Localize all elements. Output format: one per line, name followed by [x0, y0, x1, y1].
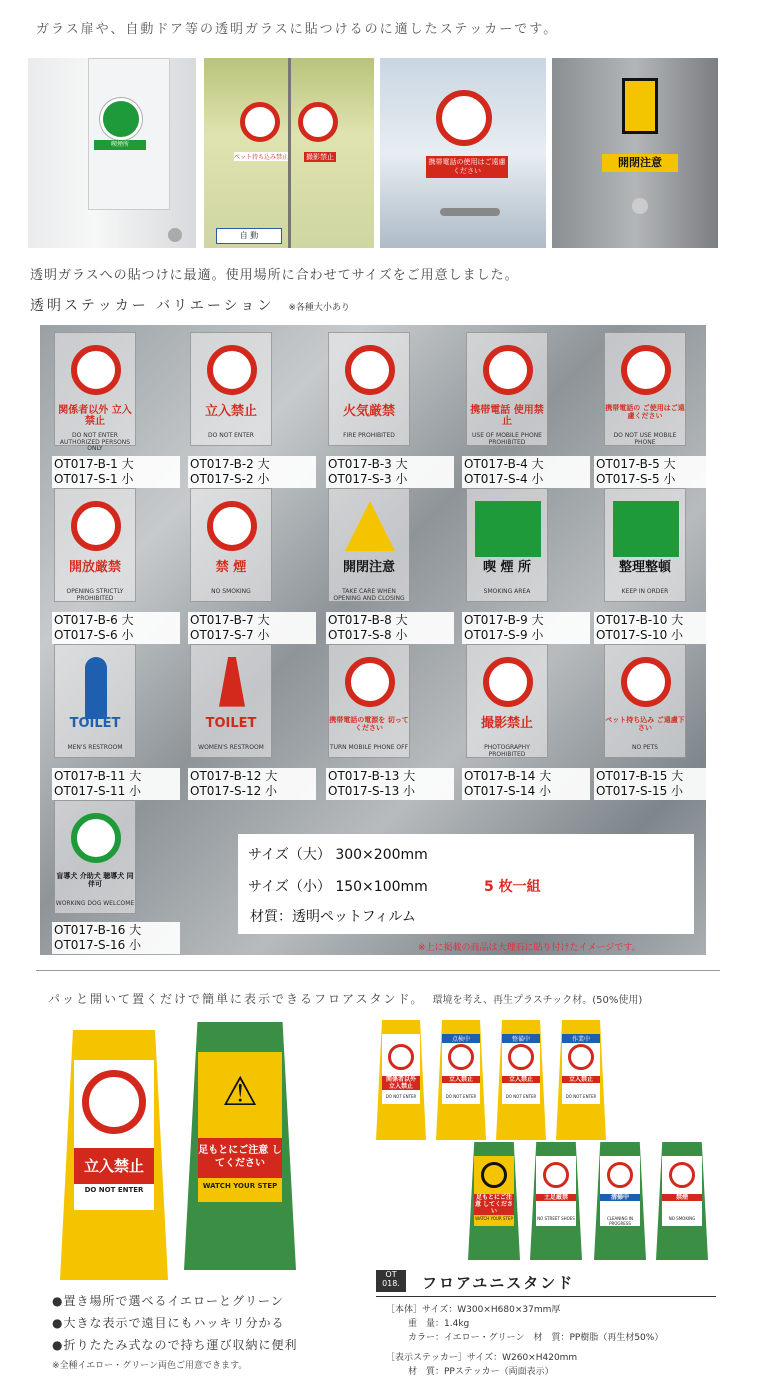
sticker-jp-label: 整理整頓 — [618, 560, 671, 575]
sticker-en-label: OPENING STRICTLY PROHIBITED — [66, 588, 124, 602]
sticker-card — [54, 488, 136, 602]
material: 材質：透明ペットフィルム — [250, 909, 416, 925]
sticker-card — [54, 644, 136, 758]
mini-stand-icon — [481, 1162, 507, 1188]
sticker-jp-label: 携帯電話 使用禁止 — [470, 405, 544, 427]
photo-glass-door — [204, 58, 374, 248]
variation-note: ※各種大小あり — [288, 303, 350, 313]
no-entry-icon — [568, 1044, 594, 1070]
sticker-codes — [594, 768, 722, 800]
sticker-codes — [52, 456, 180, 488]
sticker-en-label: MEN'S RESTROOM — [67, 744, 123, 751]
mini-stand-yellow — [556, 1020, 606, 1140]
sticker-en-label: PHOTOGRAPHY PROHIBITED — [484, 744, 530, 758]
sticker-codes — [462, 456, 590, 488]
photo-label: 携帯電話の使用はご遠慮ください — [426, 156, 508, 178]
variation-title: 透明ステッカー バリエーション ※各種大小あり — [30, 298, 350, 314]
sticker-en-label: SMOKING AREA — [483, 588, 531, 595]
intro-text: ガラス扉や、自動ドア等の透明ガラスに貼つけるのに適したステッカーです。 — [36, 22, 559, 37]
caution-door-icon — [622, 78, 658, 134]
sticker-card — [190, 332, 272, 446]
photo-label-left: ペット持ち込み禁止 — [234, 154, 289, 161]
sub-text: 透明ガラスへの貼つけに最適。使用場所に合わせてサイズをご用意しました。 — [30, 268, 519, 283]
product-code: OT 018. — [376, 1270, 406, 1292]
code-small: OT017-S-12 小 — [190, 784, 278, 798]
mini-stand-green — [656, 1142, 708, 1260]
sticker-card — [328, 488, 410, 602]
code-small: OT017-S-8 小 — [328, 628, 408, 642]
mini-stand-jp: 足もとにご注意 してください — [474, 1194, 514, 1215]
code-large: OT017-B-3 大 — [328, 457, 408, 471]
mini-stand-jp: 清掃中 — [600, 1194, 640, 1201]
sticker-en-label: DO NOT ENTER — [208, 432, 254, 439]
sticker-codes — [188, 612, 316, 644]
stand-green-en: WATCH YOUR STEP — [202, 1182, 278, 1190]
no-entry-icon — [71, 345, 121, 395]
sticker-en-label: KEEP IN ORDER — [621, 588, 669, 595]
mini-stand-jp: 立入禁止 — [442, 1076, 480, 1083]
sticker-card — [54, 800, 136, 914]
mini-stand-yellow — [376, 1020, 426, 1140]
code-small: OT017-S-2 小 — [190, 472, 270, 486]
sticker-card — [466, 332, 548, 446]
no-entry-icon — [388, 1044, 414, 1070]
bullet-2: ●大きな表示で遠目にもハッキリ分かる — [52, 1316, 285, 1330]
no-pets-icon — [240, 102, 280, 142]
women-toilet-icon — [219, 657, 245, 719]
no-phone-icon — [436, 90, 492, 146]
sticker-codes — [462, 612, 590, 644]
sticker-card — [604, 644, 686, 758]
mini-stand-en: WATCH YOUR STEP — [475, 1216, 513, 1221]
mini-stand-jp: 立入禁止 — [562, 1076, 600, 1083]
no-open-door-icon — [71, 501, 121, 551]
photo-label: 開閉注意 — [602, 154, 678, 172]
code-small: OT017-S-7 小 — [190, 628, 270, 642]
sticker-jp-label: TOILET — [205, 716, 257, 731]
sticker-en-label: NO SMOKING — [211, 588, 251, 595]
mini-stand-icon — [669, 1162, 695, 1188]
sticker-en-label: NO PETS — [631, 744, 658, 751]
code-large: OT017-B-13 大 — [328, 769, 416, 783]
mini-stand-jp: 立入禁止 — [502, 1076, 540, 1083]
no-smoking-icon — [207, 501, 257, 551]
bullet-1: ●置き場所で選べるイエローとグリーン — [52, 1294, 284, 1308]
mini-stand-yellow — [436, 1020, 486, 1140]
code-small: OT017-S-11 小 — [54, 784, 142, 798]
sticker-jp-label: 禁 煙 — [215, 560, 247, 575]
mini-stand-green — [594, 1142, 646, 1260]
smoking-area-icon — [100, 98, 142, 140]
sticker-jp-label: 立入禁止 — [204, 404, 257, 419]
sticker-codes — [326, 768, 454, 800]
sticker-jp-label: 火気厳禁 — [342, 404, 395, 419]
sticker-en-label: WOMEN'S RESTROOM — [198, 744, 264, 751]
mini-stand-en: CLEANING IN PROGRESS — [607, 1216, 633, 1226]
no-camera-icon — [483, 657, 533, 707]
sticker-codes — [594, 612, 722, 644]
sticker-jp-label: 関係者以外 立入禁止 — [58, 405, 132, 427]
sticker-codes — [52, 768, 180, 800]
photo-door-caution — [552, 58, 718, 248]
photo-label-right: 撮影禁止 — [306, 153, 334, 161]
no-phone-icon — [621, 345, 671, 395]
sticker-card — [466, 488, 548, 602]
stand-yellow-en: DO NOT ENTER — [84, 1186, 144, 1194]
no-entry-icon — [82, 1070, 146, 1134]
no-entry-icon — [207, 345, 257, 395]
slip-caution-icon: ⚠ — [222, 1069, 258, 1115]
no-fire-icon — [345, 345, 395, 395]
sticker-codes — [188, 456, 316, 488]
working-dog-icon — [71, 813, 121, 863]
sticker-jp-label: 携帯電話の ご使用はご遠慮ください — [605, 404, 685, 420]
spec-line: ［本体］サイズ：W300×H680×37mm厚 — [386, 1305, 561, 1315]
code-small: OT017-S-3 小 — [328, 472, 408, 486]
sticker-codes — [326, 456, 454, 488]
marble-note: ※上に掲載の商品は大理石に貼り付けたイメージです。 — [418, 943, 641, 953]
sticker-jp-label: 携帯電話の電源を 切ってください — [329, 716, 409, 732]
sticker-jp-label: 喫 煙 所 — [482, 560, 532, 575]
sticker-codes — [326, 612, 454, 644]
no-phone-icon — [483, 345, 533, 395]
size-small: サイズ（小） 150×100mm — [248, 879, 428, 895]
mini-stand-top: 作業中 — [562, 1034, 600, 1043]
mini-stand-jp: 関係者以外 立入禁止 — [382, 1076, 420, 1090]
no-phone-icon — [345, 657, 395, 707]
code-large: OT017-B-12 大 — [190, 769, 278, 783]
code-large: OT017-B-9 大 — [464, 613, 544, 627]
code-large: OT017-B-15 大 — [596, 769, 684, 783]
automatic-door-label: 自 動 — [216, 228, 282, 244]
code-small: OT017-S-16 小 — [54, 938, 142, 952]
mini-stand-yellow — [496, 1020, 546, 1140]
sticker-en-label: DO NOT ENTER AUTHORIZED PERSONS ONLY — [59, 432, 131, 453]
spec-box — [238, 834, 694, 934]
sticker-card — [328, 644, 410, 758]
code-large: OT017-B-11 大 — [54, 769, 142, 783]
sticker-codes — [188, 768, 316, 800]
product-name: フロアユニスタンド — [422, 1274, 575, 1292]
sticker-codes — [52, 612, 180, 644]
sticker-codes — [594, 456, 722, 488]
keep-in-order-icon — [613, 501, 679, 557]
code-small: OT017-S-4 小 — [464, 472, 544, 486]
code-large: OT017-B-8 大 — [328, 613, 408, 627]
no-camera-icon — [298, 102, 338, 142]
mini-stand-en: NO STREET SHOES — [537, 1216, 575, 1221]
sticker-jp-label: 撮影禁止 — [480, 716, 533, 731]
sticker-card — [604, 332, 686, 446]
code-large: OT017-B-14 大 — [464, 769, 552, 783]
sticker-card — [54, 332, 136, 453]
floor-stand-green — [184, 1022, 296, 1270]
mini-stand-jp: 禁煙 — [662, 1194, 702, 1201]
no-entry-icon — [448, 1044, 474, 1070]
spec-line: カラー：イエロー・グリーン 材 質：PP樹脂（再生材50%） — [408, 1333, 664, 1343]
sticker-en-label: FIRE PROHIBITED — [343, 432, 395, 439]
sticker-card — [604, 488, 686, 602]
sticker-en-label: TURN MOBILE PHONE OFF — [329, 744, 409, 751]
mini-stand-en: DO NOT ENTER — [505, 1094, 537, 1099]
mini-stand-top: 整備中 — [502, 1034, 540, 1043]
stand-green-jp: 足もとにご注意 してください — [198, 1138, 282, 1178]
code-large: OT017-B-7 大 — [190, 613, 270, 627]
floor-eco: 環境を考え、再生プラスチック材。(50%使用) — [432, 995, 643, 1006]
sticker-codes — [52, 922, 180, 954]
code-small: OT017-S-1 小 — [54, 472, 134, 486]
sticker-jp-label: ペット持ち込み ご遠慮下さい — [605, 716, 685, 732]
no-pets-icon — [621, 657, 671, 707]
size-large: サイズ（大） 300×200mm — [248, 847, 428, 863]
caution-door-icon — [345, 501, 395, 551]
sticker-jp-label: 開放厳禁 — [68, 560, 121, 575]
sticker-en-label: USE OF MOBILE PHONE PROHIBITED — [472, 432, 542, 446]
sticker-en-label: WORKING DOG WELCOME — [55, 900, 135, 907]
mini-stand-en: DO NOT ENTER — [385, 1094, 417, 1099]
code-large: OT017-B-4 大 — [464, 457, 544, 471]
divider — [36, 970, 720, 971]
sticker-en-label: TAKE CARE WHEN OPENING AND CLOSING — [333, 588, 405, 602]
no-entry-icon — [508, 1044, 534, 1070]
mini-stand-green — [468, 1142, 520, 1260]
photo-label: 喫煙所 — [94, 140, 146, 150]
sticker-jp-label: TOILET — [69, 716, 121, 731]
photo-smoking-area — [28, 58, 196, 248]
code-small: OT017-S-14 小 — [464, 784, 552, 798]
stand-yellow-jp: 立入禁止 — [74, 1148, 154, 1184]
color-note: ※全種イエロー・グリーン両色ご用意できます。 — [52, 1361, 248, 1371]
mini-stand-top: 点検中 — [442, 1034, 480, 1043]
mini-stand-green — [530, 1142, 582, 1260]
floor-intro: パッと開いて置くだけで簡単に表示できるフロアスタンド。 環境を考え、再生プラスチック材。(50%使用) — [48, 992, 643, 1006]
code-large: OT017-B-1 大 — [54, 457, 134, 471]
sticker-card — [466, 644, 548, 758]
men-toilet-icon — [85, 657, 107, 719]
code-small: OT017-S-10 小 — [596, 628, 684, 642]
mini-stand-icon — [607, 1162, 633, 1188]
code-small: OT017-S-13 小 — [328, 784, 416, 798]
code-small: OT017-S-5 小 — [596, 472, 676, 486]
code-small: OT017-S-15 小 — [596, 784, 684, 798]
code-small: OT017-S-9 小 — [464, 628, 544, 642]
sticker-card — [190, 644, 272, 758]
code-large: OT017-B-2 大 — [190, 457, 270, 471]
code-large: OT017-B-6 大 — [54, 613, 134, 627]
mini-stand-jp: 土足厳禁 — [536, 1194, 576, 1201]
spec-line: 材 質：PPステッカー（両面表示） — [408, 1367, 554, 1377]
sticker-en-label: DO NOT USE MOBILE PHONE — [613, 432, 677, 446]
mini-stand-en: DO NOT ENTER — [565, 1094, 597, 1099]
spec-line: 重 量：1.4kg — [408, 1319, 470, 1329]
mini-stand-en: NO SMOKING — [668, 1216, 696, 1221]
sticker-jp-label: 開閉注意 — [342, 560, 395, 575]
sticker-card — [190, 488, 272, 602]
photo-no-phone — [380, 58, 546, 248]
bullet-3: ●折りたたみ式なので持ち運び収納に便利 — [52, 1338, 298, 1352]
code-small: OT017-S-6 小 — [54, 628, 134, 642]
floor-stand-yellow — [60, 1030, 168, 1280]
sticker-jp-label: 盲導犬 介助犬 聴導犬 同伴可 — [56, 872, 134, 888]
code-large: OT017-B-10 大 — [596, 613, 684, 627]
sticker-codes — [462, 768, 590, 800]
smoking-area-icon — [475, 501, 541, 557]
set-text: 5 枚一組 — [484, 879, 541, 895]
code-large: OT017-B-5 大 — [596, 457, 676, 471]
spec-line: ［表示ステッカー］サイズ：W260×H420mm — [386, 1353, 578, 1363]
sticker-card — [328, 332, 410, 446]
mini-stand-icon — [543, 1162, 569, 1188]
mini-stand-en: DO NOT ENTER — [445, 1094, 477, 1099]
code-large: OT017-B-16 大 — [54, 923, 142, 937]
